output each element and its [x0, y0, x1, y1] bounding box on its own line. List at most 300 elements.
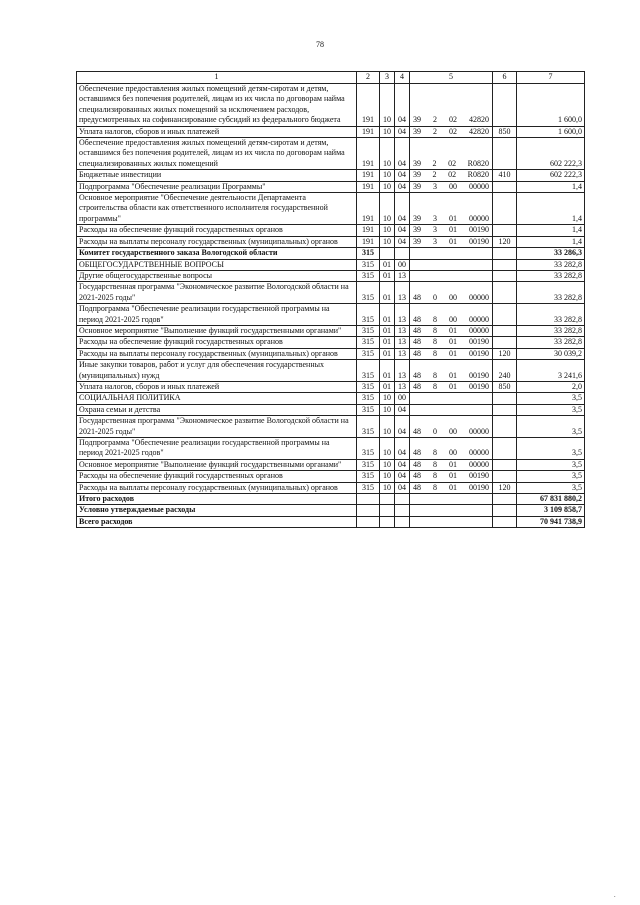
expense-type-cell [493, 438, 517, 460]
expense-name-cell: Всего расходов [77, 516, 357, 527]
amount-cell: 3,5 [517, 404, 585, 415]
subsection-code-cell: 04 [395, 181, 410, 192]
subsection-code-cell: 13 [395, 270, 410, 281]
target-article-cell [410, 236, 493, 247]
amount-cell: 1 600,0 [517, 84, 585, 127]
section-code-cell [380, 248, 395, 259]
expense-type-cell [493, 270, 517, 281]
target-article-parts [412, 293, 490, 303]
expense-type-cell: 120 [493, 348, 517, 359]
target-article-part: 00000 [469, 325, 489, 335]
target-article-part: R0820 [467, 170, 489, 180]
table-row [77, 181, 585, 192]
target-article-part: 8 [433, 448, 437, 458]
target-article-part: 48 [413, 348, 421, 358]
target-article-parts [412, 237, 490, 247]
target-article-part: 48 [413, 314, 421, 324]
subsection-code-cell: 13 [395, 348, 410, 359]
table-row [77, 505, 585, 516]
amount-cell: 3,5 [517, 459, 585, 470]
target-article-part: 8 [433, 381, 437, 391]
target-article-part: 48 [413, 471, 421, 481]
target-article-part: 8 [433, 482, 437, 492]
target-article-part: 8 [433, 337, 437, 347]
ministry-code-cell: 315 [357, 471, 380, 482]
target-article-cell [410, 404, 493, 415]
expense-type-cell [493, 259, 517, 270]
expense-type-cell [493, 459, 517, 470]
target-article-cell [410, 459, 493, 470]
subsection-code-cell: 04 [395, 193, 410, 225]
ministry-code-cell: 315 [357, 459, 380, 470]
header-cell: 5 [410, 72, 493, 84]
target-article-part: 48 [413, 337, 421, 347]
target-article-parts [412, 214, 490, 224]
target-article-part: 01 [449, 325, 457, 335]
ministry-code-cell: 191 [357, 225, 380, 236]
target-article-parts [412, 159, 490, 169]
ministry-code-cell: 315 [357, 404, 380, 415]
ministry-code-cell: 191 [357, 126, 380, 137]
target-article-part: 00000 [469, 448, 489, 458]
target-article-part: 2 [432, 170, 437, 180]
subsection-code-cell: 04 [395, 225, 410, 236]
expense-type-cell [493, 138, 517, 170]
target-article-part: 00190 [469, 381, 489, 391]
ministry-code-cell: 315 [357, 416, 380, 438]
ministry-code-cell [357, 494, 380, 505]
target-article-cell [410, 270, 493, 281]
table-row [77, 404, 585, 415]
table-row [77, 248, 585, 259]
expense-type-cell [493, 225, 517, 236]
target-article-part: 39 [413, 158, 421, 168]
expense-name-cell: Подпрограмма "Обеспечение реализации государственной программы на период 2021-2025 годов" [77, 438, 357, 460]
section-code-cell: 10 [380, 438, 395, 460]
amount-cell: 3,5 [517, 416, 585, 438]
table-row [77, 459, 585, 470]
ministry-code-cell: 191 [357, 84, 380, 127]
ministry-code-cell: 315 [357, 438, 380, 460]
target-article-part: 00190 [469, 236, 489, 246]
table-row [77, 381, 585, 392]
target-article-part: 2 [433, 115, 437, 125]
table-row [77, 482, 585, 493]
table-header-row [77, 72, 585, 84]
target-article-part: 48 [413, 381, 421, 391]
header-cell: 2 [357, 72, 380, 84]
expense-type-cell [493, 84, 517, 127]
table-row [77, 416, 585, 438]
target-article-part: R0820 [467, 158, 489, 168]
target-article-part: 39 [413, 170, 421, 180]
amount-cell: 3,5 [517, 471, 585, 482]
target-article-parts [412, 427, 490, 437]
target-article-cell [410, 170, 493, 181]
section-code-cell: 10 [380, 471, 395, 482]
header-cell: 1 [77, 72, 357, 84]
target-article-part: 3 [433, 181, 437, 191]
header-cell: 7 [517, 72, 585, 84]
target-article-part: 01 [449, 370, 457, 380]
amount-cell: 33 282,8 [517, 259, 585, 270]
target-article-part: 01 [449, 482, 457, 492]
scan-mark: · [613, 893, 616, 901]
amount-cell: 67 831 880,2 [517, 494, 585, 505]
target-article-part: 39 [413, 213, 421, 223]
section-code-cell: 01 [380, 381, 395, 392]
table-body [77, 84, 585, 528]
target-article-part: 00 [449, 181, 457, 191]
subsection-code-cell: 04 [395, 404, 410, 415]
target-article-cell [410, 181, 493, 192]
expense-name-cell: Условно утверждаемые расходы [77, 505, 357, 516]
ministry-code-cell: 191 [357, 181, 380, 192]
target-article-part: 48 [413, 292, 421, 302]
table-row [77, 282, 585, 304]
target-article-parts [412, 225, 490, 235]
target-article-parts [412, 127, 490, 137]
target-article-part: 02 [448, 170, 457, 180]
expense-name-cell: Основное мероприятие "Выполнение функций государственными органами" [77, 325, 357, 336]
section-code-cell: 10 [380, 404, 395, 415]
table-row [77, 360, 585, 382]
table-row [77, 259, 585, 270]
section-code-cell: 10 [380, 393, 395, 404]
target-article-part: 01 [449, 348, 457, 358]
section-code-cell: 10 [380, 482, 395, 493]
table-row [77, 304, 585, 326]
amount-cell: 1 600,0 [517, 126, 585, 137]
expense-type-cell: 850 [493, 381, 517, 392]
target-article-part: 00000 [469, 459, 489, 469]
ministry-code-cell: 315 [357, 325, 380, 336]
target-article-part: 39 [413, 236, 421, 246]
target-article-part: 00000 [469, 213, 489, 223]
target-article-parts [412, 115, 490, 125]
target-article-cell [410, 482, 493, 493]
section-code-cell: 10 [380, 193, 395, 225]
expense-type-cell [493, 193, 517, 225]
expense-name-cell: СОЦИАЛЬНАЯ ПОЛИТИКА [77, 393, 357, 404]
amount-cell: 33 282,8 [517, 304, 585, 326]
target-article-parts [412, 382, 490, 392]
target-article-part: 00 [449, 448, 457, 458]
expense-type-cell [493, 494, 517, 505]
subsection-code-cell [395, 505, 410, 516]
target-article-cell [410, 304, 493, 326]
target-article-parts [412, 182, 490, 192]
table-row [77, 193, 585, 225]
target-article-part: 01 [449, 213, 457, 223]
subsection-code-cell [395, 248, 410, 259]
expense-type-cell [493, 337, 517, 348]
table-row [77, 393, 585, 404]
target-article-part: 01 [449, 236, 457, 246]
target-article-cell [410, 348, 493, 359]
page-number: 78 [316, 40, 324, 49]
table-row [77, 126, 585, 137]
subsection-code-cell: 04 [395, 138, 410, 170]
section-code-cell: 10 [380, 126, 395, 137]
target-article-part: 3 [433, 236, 437, 246]
table-row [77, 325, 585, 336]
section-code-cell: 01 [380, 360, 395, 382]
ministry-code-cell: 315 [357, 360, 380, 382]
ministry-code-cell: 315 [357, 259, 380, 270]
table-row [77, 170, 585, 181]
section-code-cell: 01 [380, 337, 395, 348]
ministry-code-cell: 315 [357, 482, 380, 493]
expense-name-cell: Уплата налогов, сборов и иных платежей [77, 126, 357, 137]
section-code-cell [380, 505, 395, 516]
table-row [77, 236, 585, 247]
section-code-cell: 10 [380, 170, 395, 181]
expense-type-cell [493, 404, 517, 415]
target-article-part: 39 [413, 225, 421, 235]
expense-type-cell: 120 [493, 482, 517, 493]
expense-type-cell [493, 516, 517, 527]
expense-name-cell: Иные закупки товаров, работ и услуг для обеспечения государственных (муниципальных) нужд [77, 360, 357, 382]
target-article-parts [412, 315, 490, 325]
target-article-parts [412, 483, 490, 493]
target-article-part: 48 [413, 448, 421, 458]
target-article-parts [412, 170, 490, 180]
table-row [77, 471, 585, 482]
amount-cell: 3 109 858,7 [517, 505, 585, 516]
target-article-part: 8 [433, 370, 437, 380]
section-code-cell: 01 [380, 259, 395, 270]
target-article-cell [410, 84, 493, 127]
target-article-parts [412, 349, 490, 359]
section-code-cell: 10 [380, 416, 395, 438]
table-row [77, 138, 585, 170]
target-article-part: 00000 [469, 426, 489, 436]
amount-cell: 70 941 738,9 [517, 516, 585, 527]
amount-cell: 1,4 [517, 236, 585, 247]
target-article-part: 01 [449, 225, 457, 235]
target-article-part: 8 [433, 325, 437, 335]
target-article-part: 00 [449, 426, 457, 436]
section-code-cell: 10 [380, 225, 395, 236]
subsection-code-cell: 04 [395, 416, 410, 438]
target-article-parts [412, 337, 490, 347]
table-row [77, 516, 585, 527]
ministry-code-cell: 315 [357, 337, 380, 348]
target-article-part: 01 [449, 471, 457, 481]
subsection-code-cell: 04 [395, 471, 410, 482]
amount-cell: 33 286,3 [517, 248, 585, 259]
amount-cell: 3,5 [517, 438, 585, 460]
target-article-part: 3 [433, 213, 437, 223]
expense-name-cell: Расходы на обеспечение функций государственных органов [77, 337, 357, 348]
subsection-code-cell: 04 [395, 170, 410, 181]
expense-type-cell [493, 304, 517, 326]
section-code-cell [380, 494, 395, 505]
target-article-part: 01 [449, 337, 457, 347]
section-code-cell [380, 516, 395, 527]
subsection-code-cell: 04 [395, 236, 410, 247]
target-article-part: 00190 [469, 348, 489, 358]
target-article-part: 02 [449, 126, 457, 136]
target-article-parts [412, 371, 490, 381]
target-article-part: 00190 [469, 471, 489, 481]
table-row [77, 348, 585, 359]
amount-cell: 602 222,3 [517, 170, 585, 181]
expense-type-cell [493, 248, 517, 259]
target-article-part: 2 [432, 158, 437, 168]
subsection-code-cell: 04 [395, 84, 410, 127]
subsection-code-cell: 00 [395, 259, 410, 270]
target-article-cell [410, 193, 493, 225]
subsection-code-cell: 13 [395, 325, 410, 336]
expense-type-cell [493, 325, 517, 336]
ministry-code-cell [357, 505, 380, 516]
expense-name-cell: Расходы на выплаты персоналу государственных (муниципальных) органов [77, 482, 357, 493]
expense-type-cell [493, 471, 517, 482]
ministry-code-cell: 315 [357, 270, 380, 281]
ministry-code-cell: 315 [357, 304, 380, 326]
target-article-parts [412, 326, 490, 336]
target-article-cell [410, 126, 493, 137]
table-row [77, 84, 585, 127]
target-article-part: 48 [413, 370, 421, 380]
table-row [77, 438, 585, 460]
target-article-part: 42820 [469, 115, 489, 125]
target-article-part: 3 [433, 225, 437, 235]
target-article-cell [410, 248, 493, 259]
target-article-part: 8 [433, 471, 437, 481]
target-article-cell [410, 505, 493, 516]
target-article-parts [412, 460, 490, 470]
target-article-cell [410, 381, 493, 392]
amount-cell: 2,0 [517, 381, 585, 392]
header-cell: 4 [395, 72, 410, 84]
expense-type-cell: 120 [493, 236, 517, 247]
subsection-code-cell: 04 [395, 126, 410, 137]
target-article-cell [410, 337, 493, 348]
amount-cell: 3,5 [517, 393, 585, 404]
target-article-part: 01 [449, 381, 457, 391]
expense-name-cell: Расходы на обеспечение функций государственных органов [77, 471, 357, 482]
target-article-part: 00190 [469, 370, 489, 380]
subsection-code-cell: 00 [395, 393, 410, 404]
subsection-code-cell [395, 494, 410, 505]
expense-type-cell: 850 [493, 126, 517, 137]
target-article-part: 02 [448, 158, 457, 168]
target-article-cell [410, 360, 493, 382]
target-article-cell [410, 438, 493, 460]
target-article-part: 48 [413, 459, 421, 469]
target-article-part: 00000 [469, 181, 489, 191]
ministry-code-cell: 191 [357, 236, 380, 247]
section-code-cell: 01 [380, 282, 395, 304]
ministry-code-cell: 315 [357, 393, 380, 404]
ministry-code-cell [357, 516, 380, 527]
target-article-cell [410, 471, 493, 482]
target-article-cell [410, 138, 493, 170]
expense-type-cell [493, 181, 517, 192]
target-article-part: 8 [433, 348, 437, 358]
amount-cell: 1,4 [517, 225, 585, 236]
expense-name-cell: Основное мероприятие "Обеспечение деятельности Департамента строительства области как ответственного исполнителя государственной программы" [77, 193, 357, 225]
ministry-code-cell: 315 [357, 348, 380, 359]
amount-cell: 1,4 [517, 193, 585, 225]
header-cell: 6 [493, 72, 517, 84]
amount-cell: 33 282,8 [517, 282, 585, 304]
target-article-cell [410, 494, 493, 505]
expense-name-cell: Итого расходов [77, 494, 357, 505]
expense-name-cell: Расходы на выплаты персоналу государственных (муниципальных) органов [77, 348, 357, 359]
target-article-cell [410, 416, 493, 438]
expense-name-cell: Обеспечение предоставления жилых помещений детям-сиротам и детям, оставшимся без попечения родителей, лицам из их числа по договорам найма специализированных жилых помещений за исключением расходов, предусмотренных на софинансирование субсидий из федерального бюджета [77, 84, 357, 127]
target-article-part: 0 [433, 292, 437, 302]
expense-type-cell: 240 [493, 360, 517, 382]
table-row [77, 270, 585, 281]
amount-cell: 602 222,3 [517, 138, 585, 170]
target-article-part: 48 [413, 426, 421, 436]
expense-name-cell: Обеспечение предоставления жилых помещений детям-сиротам и детям, оставшимся без попечения родителей, лицам из их числа по договорам найма специализированных жилых помещений [77, 138, 357, 170]
subsection-code-cell: 13 [395, 381, 410, 392]
expense-name-cell: Подпрограмма "Обеспечение реализации Программы" [77, 181, 357, 192]
ministry-code-cell: 315 [357, 282, 380, 304]
ministry-code-cell: 191 [357, 138, 380, 170]
ministry-code-cell: 191 [357, 170, 380, 181]
target-article-part: 00190 [469, 225, 489, 235]
subsection-code-cell: 04 [395, 438, 410, 460]
target-article-cell [410, 282, 493, 304]
section-code-cell: 01 [380, 270, 395, 281]
target-article-cell [410, 259, 493, 270]
expense-name-cell: Уплата налогов, сборов и иных платежей [77, 381, 357, 392]
target-article-parts [412, 448, 490, 458]
expense-type-cell [493, 282, 517, 304]
expense-name-cell: Подпрограмма "Обеспечение реализации государственной программы на период 2021-2025 годов" [77, 304, 357, 326]
section-code-cell: 10 [380, 138, 395, 170]
target-article-cell [410, 225, 493, 236]
section-code-cell: 10 [380, 236, 395, 247]
expense-name-cell: Государственная программа "Экономическое развитие Вологодской области на 2021-2025 годы" [77, 282, 357, 304]
subsection-code-cell: 13 [395, 304, 410, 326]
expense-name-cell: Расходы на выплаты персоналу государственных (муниципальных) органов [77, 236, 357, 247]
budget-table [76, 71, 585, 528]
target-article-cell [410, 325, 493, 336]
target-article-part: 39 [413, 126, 421, 136]
target-article-part: 42820 [469, 126, 489, 136]
section-code-cell: 01 [380, 325, 395, 336]
expense-name-cell: Государственная программа "Экономическое развитие Вологодской области на 2021-2025 годы" [77, 416, 357, 438]
target-article-part: 8 [433, 459, 437, 469]
target-article-part: 02 [449, 115, 457, 125]
expense-name-cell: Комитет государственного заказа Вологодской области [77, 248, 357, 259]
subsection-code-cell [395, 516, 410, 527]
header-cell: 3 [380, 72, 395, 84]
section-code-cell: 01 [380, 304, 395, 326]
section-code-cell: 10 [380, 84, 395, 127]
target-article-part: 2 [433, 126, 437, 136]
target-article-part: 01 [449, 459, 457, 469]
expense-name-cell: Другие общегосударственные вопросы [77, 270, 357, 281]
section-code-cell: 10 [380, 459, 395, 470]
subsection-code-cell: 13 [395, 282, 410, 304]
subsection-code-cell: 04 [395, 459, 410, 470]
ministry-code-cell: 315 [357, 381, 380, 392]
subsection-code-cell: 13 [395, 337, 410, 348]
expense-type-cell [493, 416, 517, 438]
target-article-cell [410, 393, 493, 404]
target-article-part: 0 [433, 426, 437, 436]
target-article-part: 00000 [469, 292, 489, 302]
